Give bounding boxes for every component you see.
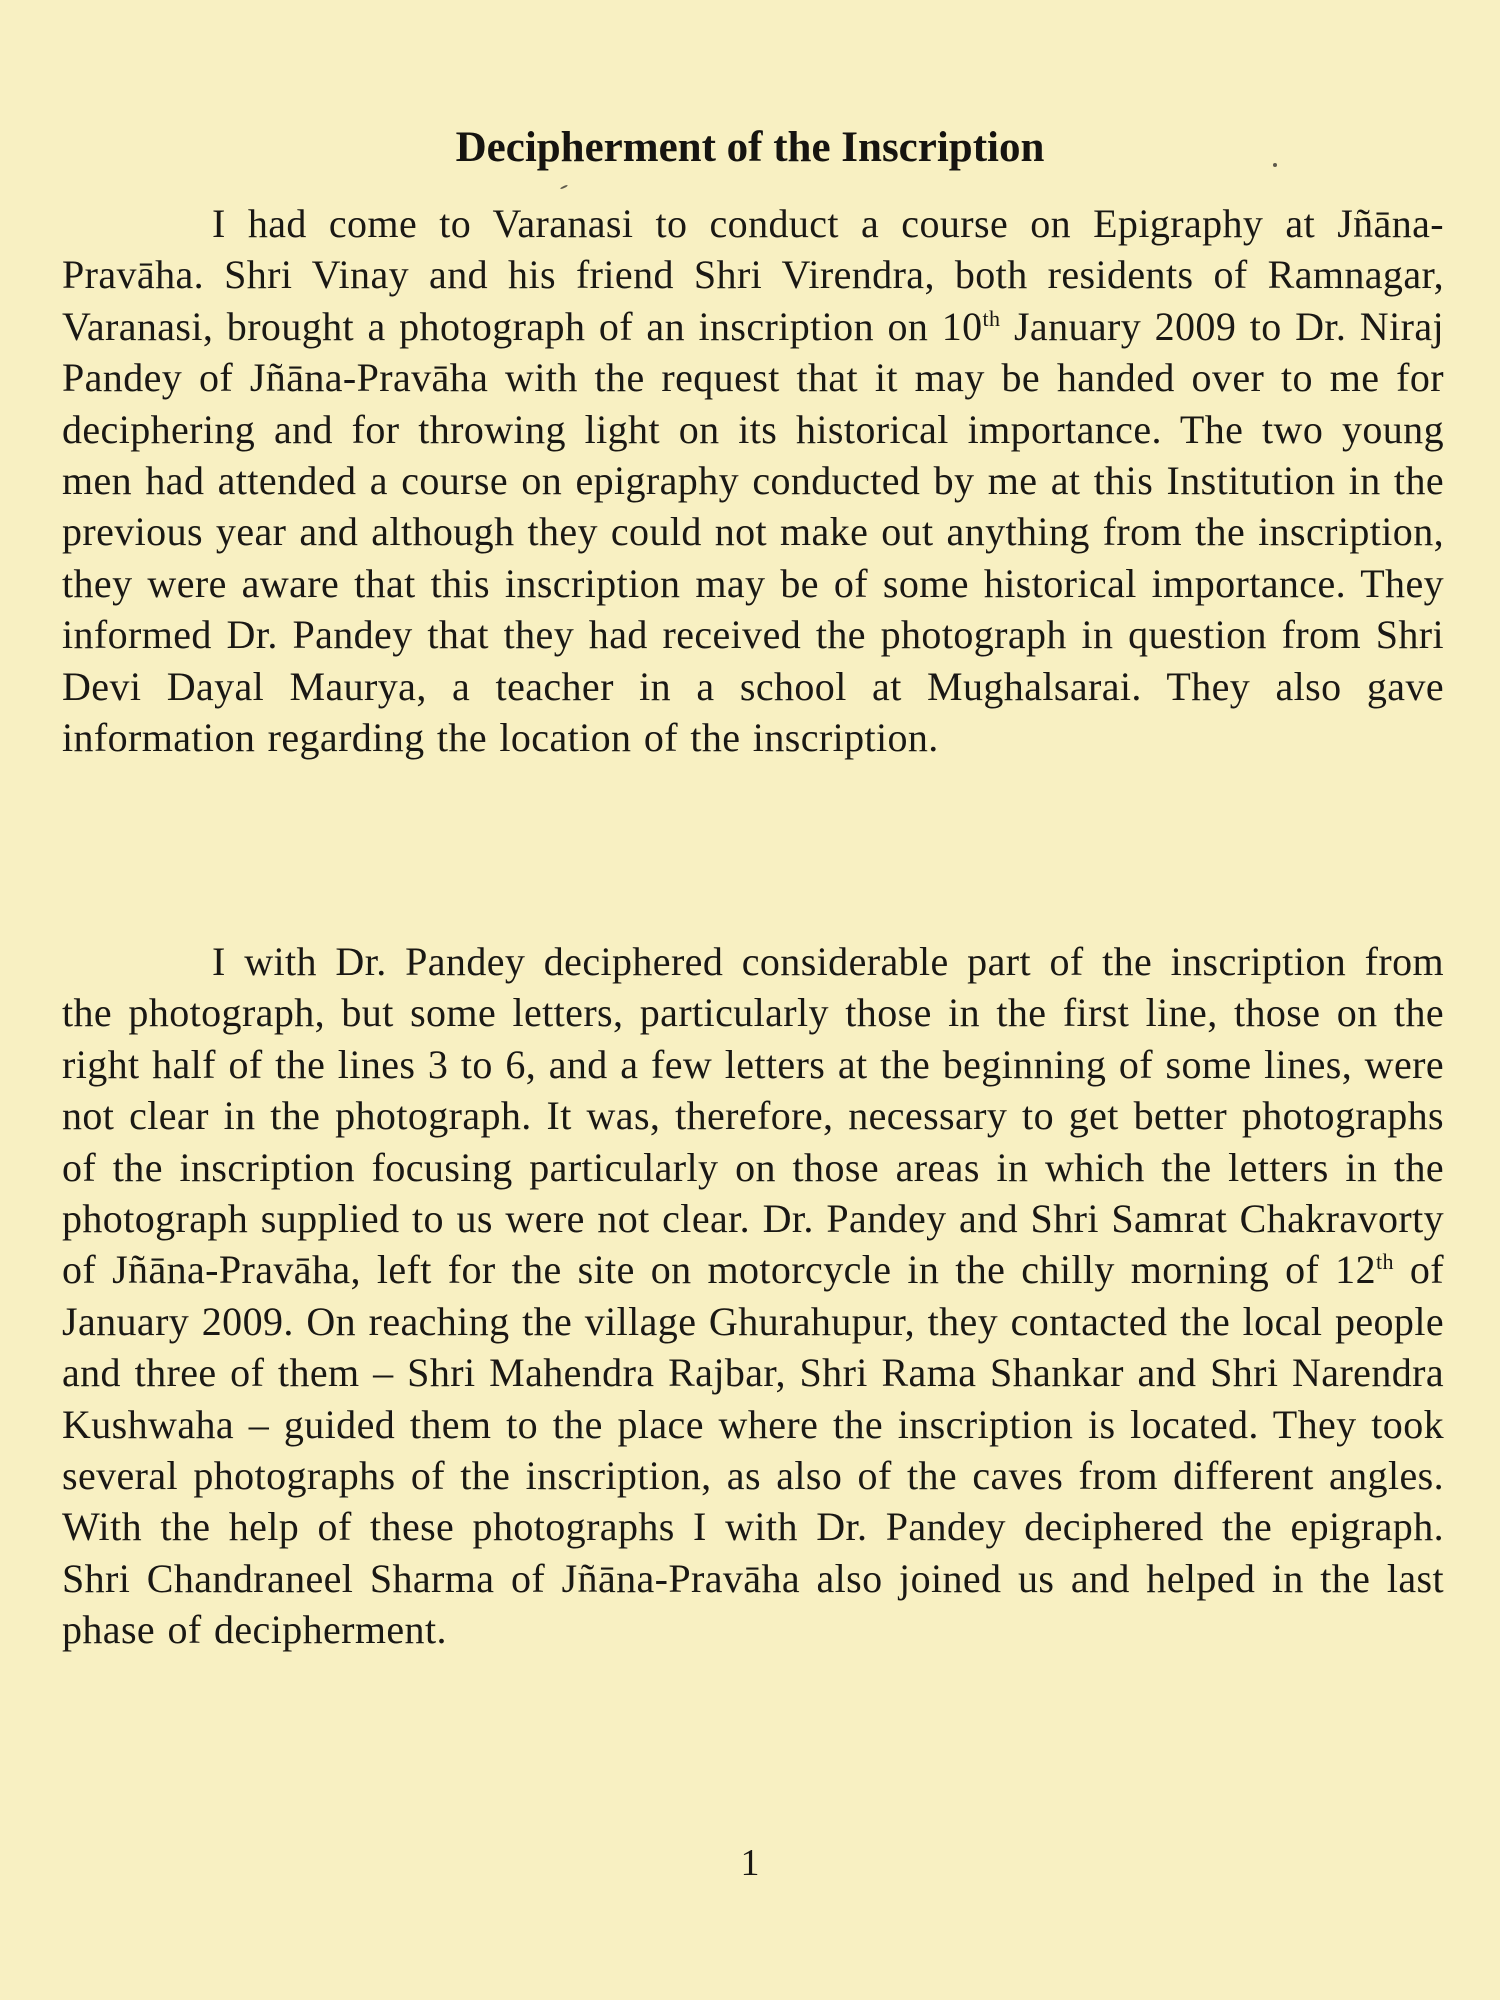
print-speck [560,184,568,189]
paragraph-2-text-1: I with Dr. Pandey deciphered considerable part of the inscription from the photograph, but some letters, particularly those in the first line, those on the right half of the lines 3 to 6, and a few letters at the beginning of some lines, were not clear in the photograph. It was, therefore, necessary to get better photographs of the inscription focusing particularly on those areas in which the letters in the photograph supplied to us were not clear. Dr. Pandey and Shri Samrat Chakravorty of Jñāna-Pravāha, left for the site on motorcycle in the chilly morning of 12 [62,939,1444,1293]
paragraph-1 [62,198,1444,763]
paragraph-1-text-1: I had come to Varanasi to conduct a course on Epigraphy at Jñāna-Pravāha. Shri Vinay and his friend Shri Virendra, both residents of Ramnagar, Varanasi, brought a photograph of an inscription on 10 [62,201,1444,349]
paragraph-2 [62,936,1444,1656]
paragraph-1-text-2: January 2009 to Dr. Niraj Pandey of Jñāna-Pravāha with the request that it may be handed over to me for deciphering and for throwing light on its historical importance. The two young men had attended a course on epigraphy conducted by me at this Institution in the previous year and although they could not make out anything from the inscription, they were aware that this inscription may be of some historical importance. They informed Dr. Pandey that they had received the photograph in question from Shri Devi Dayal Maurya, a teacher in a school at Mughalsarai. They also gave information regarding the location of the inscription. [62,303,1444,761]
print-speck [1273,163,1277,167]
paragraph-2-superscript: th [1375,1249,1394,1275]
paragraph-1-superscript: th [982,305,1001,331]
page-title: Decipherment of the Inscription [455,124,1045,171]
page-number: 1 [740,1842,760,1884]
paragraph-2-text-2: of January 2009. On reaching the village Ghurahupur, they contacted the local people and three of them – Shri Mahendra Rajbar, Shri Rama Shankar and Shri Narendra Kushwaha – guided them to the place where the inscription is located. They took several photographs of the inscription, as also of the caves from different angles. With the help of these photographs I with Dr. Pandey deciphered the epigraph. Shri Chandraneel Sharma of Jñāna-Pravāha also joined us and helped in the last phase of decipherment. [62,1247,1444,1653]
